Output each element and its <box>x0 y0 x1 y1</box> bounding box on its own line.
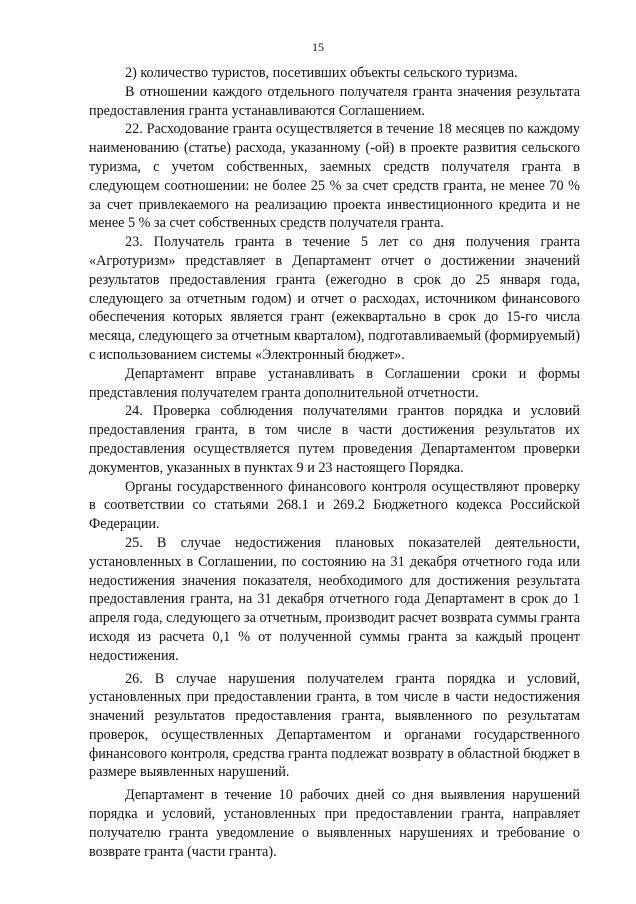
paragraph-26: 26. В случае нарушения получателем гранта порядка и условий, установленных при предоставлении гранта, в том числе в части недостижения значений результатов предоставления гранта, выявленного по результатам проверок, осуществленных Департаментом и органами государственного финансового контроля, средства гранта подлежат возврату в областной бюджет в размере выявленных нарушений. <box>89 670 580 781</box>
paragraph-additional-reporting: Департамент вправе устанавливать в Соглашении сроки и формы представления получателем гранта дополнительной отчетности. <box>89 365 580 401</box>
paragraph-results-tourists: 2) количество туристов, посетивших объекты сельского туризма. <box>125 65 518 81</box>
paragraph-23: 23. Получатель гранта в течение 5 лет со дня получения гранта «Агротуризм» представляет в Департамент отчет о достижении значений результатов предоставления гранта (ежегодно в срок до 25 января года, следующего за отчетным годом) и отчет о расходах, источником финансового обеспечения которых является грант (ежеквартально в срок до 15-го числа месяца, следующего за отчетным кварталом), подготавливаемый (формируемый) с использованием системы «Электронный бюджет». <box>89 234 580 363</box>
paragraph-24: 24. Проверка соблюдения получателями грантов порядка и условий предоставления гранта, в том числе в части достижения результатов их предоставления осуществляется путем проведения Департаментом проверки документов, указанных в пунктах 9 и 23 настоящего Порядка. <box>89 403 580 476</box>
paragraph-22: 22. Расходование гранта осуществляется в течение 18 месяцев по каждому наименованию (статье) расхода, указанному (-ой) в проекте развития сельского туризма, с учетом собственных, заемных средств получателя гранта в следующем соотношении: не более 25 % за счет средств гранта, не менее 70 % за счет привлекаемого на реализацию проекта инвестиционного кредита и не менее 5 % за счет собственных средств получателя гранта. <box>89 121 580 232</box>
paragraph-result-values: В отношении каждого отдельного получателя гранта значения результата предоставления гранта устанавливаются Соглашением. <box>89 83 580 119</box>
document-body <box>89 64 580 861</box>
page-number: 15 <box>312 40 324 54</box>
paragraph-financial-control: Органы государственного финансового контроля осуществляют проверку в соответствии со статьями 268.1 и 269.2 Бюджетного кодекса Российской Федерации. <box>89 478 580 533</box>
paragraph-25: 25. В случае недостижения плановых показателей деятельности, установленных в Соглашении, по состоянию на 31 декабря отчетного года или недостижения значения показателя, необходимого для достижения результата предоставления гранта, на 31 декабря отчетного года Департамент в срок до 1 апреля года, следующего за отчетным, производит расчет возврата суммы гранта исходя из расчета 0,1 % от полученной суммы гранта за каждый процент недостижения. <box>89 534 580 664</box>
paragraph-notification: Департамент в течение 10 рабочих дней со дня выявления нарушений порядка и условий, установленных при предоставлении гранта, направляет получателю гранта уведомление о выявленных нарушениях и требование о возврате гранта (части гранта). <box>89 787 580 860</box>
